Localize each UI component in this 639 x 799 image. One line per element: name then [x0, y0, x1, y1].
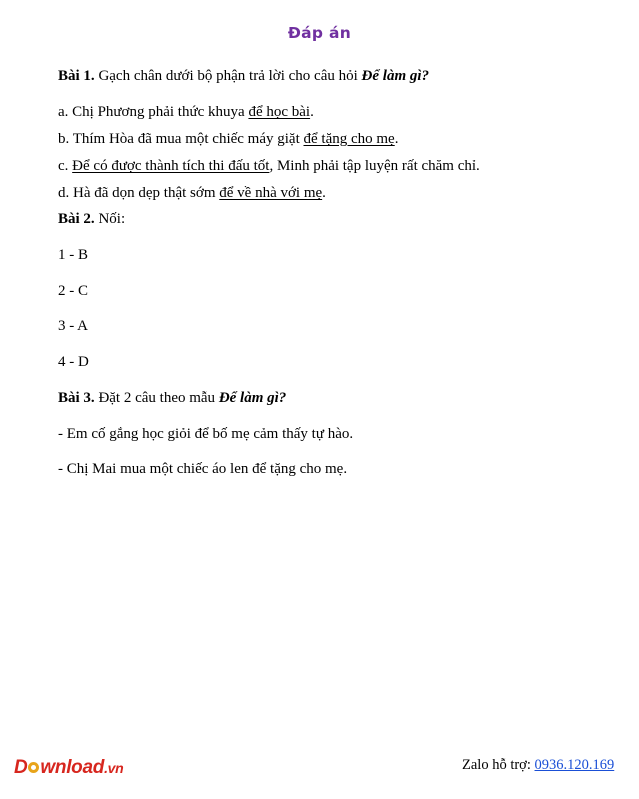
exercise-2-heading: [58, 210, 125, 228]
item-underlined-part: để tặng cho mẹ: [303, 131, 395, 147]
item-text: d. Hà đã dọn dẹp thật sớm: [58, 185, 220, 201]
support-footer: [462, 757, 614, 774]
exercise-1-item-a: [58, 103, 314, 121]
exercise-2-label: Bài 2.: [58, 211, 95, 227]
exercise-1-item-d: [58, 184, 326, 202]
example-sentence: - Em cố gắng học giỏi để bố mẹ cảm thấy tự hào.: [58, 426, 354, 442]
match-item: 1 - B: [58, 247, 88, 263]
exercise-1-item-b: [58, 130, 398, 148]
example-sentence: - Chị Mai mua một chiếc áo len để tặng cho mẹ.: [58, 461, 348, 477]
logo-o-icon: [28, 762, 39, 773]
item-text: c.: [58, 158, 73, 174]
item-text: , Minh phải tập luyện rất chăm chỉ.: [269, 158, 480, 174]
exercise-1-item-c: [58, 157, 480, 175]
exercise-1-heading: [58, 67, 429, 85]
support-label: Zalo hỗ trợ:: [462, 757, 535, 773]
item-text: .: [322, 185, 326, 201]
phone-link[interactable]: 0936.120.169: [534, 757, 615, 773]
exercise-3-heading: [58, 389, 286, 407]
exercise-3-instruction: Đặt 2 câu theo mẫu: [94, 390, 219, 406]
match-item: 3 - A: [58, 318, 88, 334]
item-text: .: [310, 104, 314, 120]
item-text: b. Thím Hòa đã mua một chiếc máy giặt: [58, 131, 304, 147]
match-item: 4 - D: [58, 354, 89, 370]
item-underlined-part: để học bài: [248, 104, 311, 120]
exercise-1-label: Bài 1.: [58, 68, 95, 84]
logo-text: D: [14, 757, 28, 778]
logo-text: wnload: [40, 757, 105, 778]
exercise-2-instruction: Nối:: [94, 211, 126, 227]
item-underlined-part: để về nhà với mẹ: [219, 185, 323, 201]
exercise-3-question: Để làm gì?: [218, 390, 287, 406]
exercise-3-label: Bài 3.: [58, 390, 95, 406]
match-item: 2 - C: [58, 283, 88, 299]
item-text: a. Chị Phương phải thức khuya: [58, 104, 249, 120]
exercise-1-question: Để làm gì?: [361, 68, 430, 84]
exercise-1-instruction: Gạch chân dưới bộ phận trả lời cho câu hỏi: [94, 68, 362, 84]
download-vn-logo[interactable]: [14, 757, 123, 779]
page-title: Đáp án: [287, 24, 352, 42]
item-text: .: [394, 131, 399, 147]
logo-tld: .vn: [104, 760, 124, 776]
item-underlined-part: Để có được thành tích thi đấu tốt: [72, 158, 270, 174]
